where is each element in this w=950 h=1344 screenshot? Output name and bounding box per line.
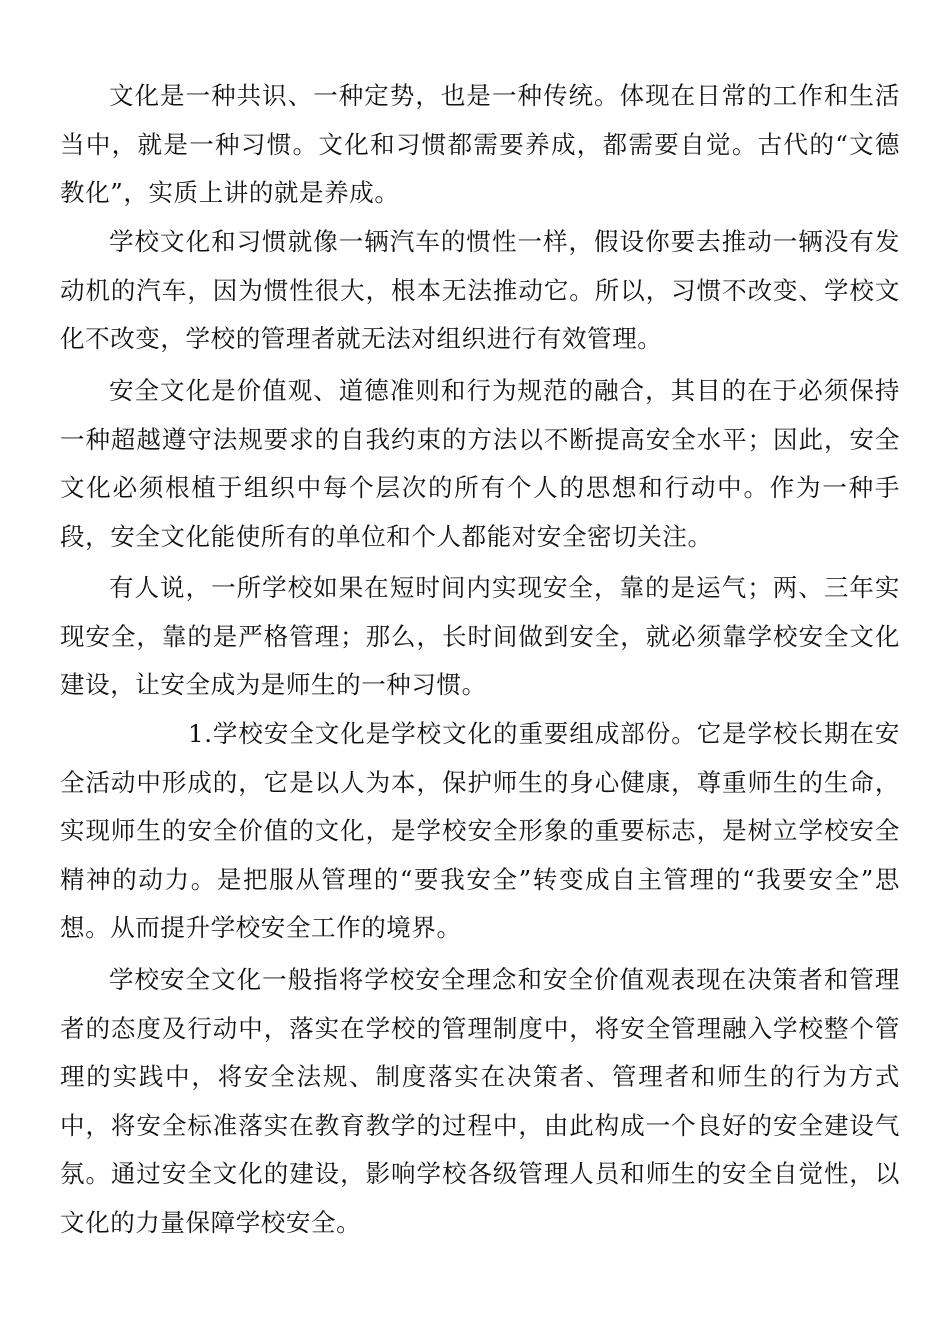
paragraph-car-inertia-analogy: 学校文化和习惯就像一辆汽车的惯性一样，假设你要去推动一辆没有发动机的汽车，因为惯性很大，根本无法推动它。所以，习惯不改变、学校文化不改变，学校的管理者就无法对组织进行有效管理。 — [60, 227, 900, 353]
paragraph-numbered-point-1: 1.学校安全文化是学校文化的重要组成部份。它是学校长期在安全活动中形成的，它是以人为本，保护师生的身心健康，尊重师生的生命，实现师生的安全价值的文化，是学校安全形象的重要标志，是树立学校安全精神的动力。是把服从管理的“要我安全”转变成自主管理的“我要安全”思想。从而提升学校安全工作的境界。 — [60, 719, 900, 942]
paragraph-safety-culture-definition: 安全文化是价值观、道德准则和行为规范的融合，其目的在于必须保持一种超越遵守法规要求的自我约束的方法以不断提高安全水平；因此，安全文化必须根植于组织中每个层次的所有个人的思想和行动中。作为一种手段，安全文化能使所有的单位和个人都能对安全密切关注。 — [60, 376, 900, 551]
paragraph-school-safety-culture-meaning: 学校安全文化一般指将学校安全理念和安全价值观表现在决策者和管理者的态度及行动中，落实在学校的管理制度中，将安全管理融入学校整个管理的实践中，将安全法规、制度落实在决策者、管理者和师生的行为方式中，将安全标准落实在教育教学的过程中，由此构成一个良好的安全建设气氛。通过安全文化的建设，影响学校各级管理人员和师生的安全自觉性，以文化的力量保障学校安全。 — [60, 965, 900, 1237]
paragraph-culture-definition: 文化是一种共识、一种定势，也是一种传统。体现在日常的工作和生活当中，就是一种习惯。文化和习惯都需要养成，都需要自觉。古代的“文德教化”，实质上讲的就是养成。 — [60, 81, 900, 207]
paragraph-long-term-safety: 有人说，一所学校如果在短时间内实现安全，靠的是运气；两、三年实现安全，靠的是严格管理；那么，长时间做到安全，就必须靠学校安全文化建设，让安全成为是师生的一种习惯。 — [60, 573, 900, 699]
